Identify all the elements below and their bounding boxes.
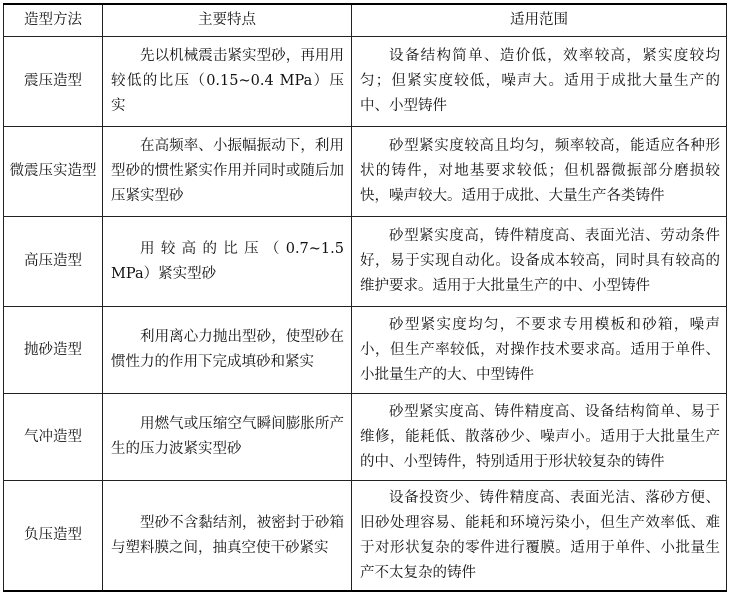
scope-cell: 砂型紧实度高、铸件精度高、设备结构简单、易于维修，能耗低、散落砂少、噪声小。适用于大批量生产的中、小型铸件，特别适用于形状较复杂的铸件 [352,394,727,481]
method-cell: 抛砂造型 [4,307,103,394]
table-container [3,3,727,592]
feature-cell: 型砂不含黏结剂，被密封于砂箱与塑料膜之间，抽真空使干砂紧实 [103,481,352,592]
header-feature: 主要特点 [103,4,352,37]
table-row [4,217,727,307]
method-cell: 气冲造型 [4,394,103,481]
feature-cell: 用较高的比压（0.7~1.5 MPa）紧实型砂 [103,217,352,307]
feature-cell: 用燃气或压缩空气瞬间膨胀所产生的压力波紧实型砂 [103,394,352,481]
scope-cell: 设备结构简单、造价低，效率较高，紧实度较均匀；但紧实度较低，噪声大。适用于成批大量生产的中、小型铸件 [352,37,727,127]
method-cell: 高压造型 [4,217,103,307]
feature-cell: 在高频率、小振幅振动下，利用型砂的惯性紧实作用并同时或随后加压紧实型砂 [103,127,352,217]
table-row [4,394,727,481]
table-row [4,127,727,217]
feature-cell: 先以机械震击紧实型砂，再用用较低的比压（0.15~0.4 MPa）压实 [103,37,352,127]
feature-cell: 利用离心力抛出型砂，使型砂在惯性力的作用下完成填砂和紧实 [103,307,352,394]
header-scope: 适用范围 [352,4,727,37]
header-method: 造型方法 [4,4,103,37]
scope-cell: 设备投资少、铸件精度高、表面光洁、落砂方便、旧砂处理容易、能耗和环境污染小，但生产效率低、难于对形状复杂的零件进行覆膜。适用于单件、小批量生产不太复杂的铸件 [352,481,727,592]
method-cell: 微震压实造型 [4,127,103,217]
table-row [4,307,727,394]
table-row [4,37,727,127]
table-header-row [4,4,727,37]
scope-cell: 砂型紧实度均匀，不要求专用模板和砂箱，噪声小，但生产率较低，对操作技术要求高。适用于单件、小批量生产的大、中型铸件 [352,307,727,394]
method-cell: 震压造型 [4,37,103,127]
molding-methods-table [3,3,727,592]
scope-cell: 砂型紧实度较高且均匀，频率较高，能适应各种形状的铸件，对地基要求较低；但机器微振部分磨损较快，噪声较大。适用于成批、大量生产各类铸件 [352,127,727,217]
scope-cell: 砂型紧实度高，铸件精度高、表面光洁、劳动条件好，易于实现自动化。设备成本较高，同时具有较高的维护要求。适用于大批量生产的中、小型铸件 [352,217,727,307]
table-row [4,481,727,592]
method-cell: 负压造型 [4,481,103,592]
